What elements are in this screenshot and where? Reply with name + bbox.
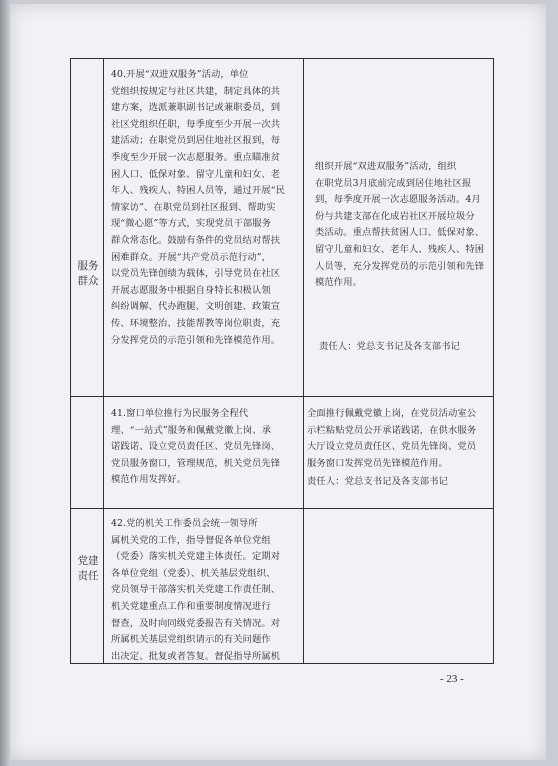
page-number: - 23 - bbox=[440, 673, 464, 685]
column-divider bbox=[103, 59, 104, 663]
row-divider bbox=[71, 508, 493, 509]
category-party-building: 党建责任 bbox=[77, 555, 99, 582]
row-40-measure: 组织开展“双进双服务”活动，组织 在职党员3月底前完成到居住地社区报 到，每季度开展一次志愿服务活动。4月 份与共建支部在化成岩社区开展垃圾分 类活动。重点帮扶贫困人口、低保对象、 留守儿童和妇女、老年人、残疾人、特困 人员等，充分发挥党员的示范引领和先锋 模范作用。 bbox=[315, 161, 485, 289]
row-divider bbox=[71, 396, 493, 397]
scan-edge-shadow bbox=[0, 0, 10, 766]
row-42-task: 42.党的机关工作委员会统一领导所 属机关党的工作，指导督促各单位党组 （党委）落实机关党建主体责任。定期对 各单位党组（党委）、机关基层党组织、 党员领导干部落实机关党建工作责任制、 机关党建重点工作和重要制度情况进行 督查，及时向同级党委报告有关情况。对 所属机关基层党组织请示的有关问题作 出决定、批复或者答复。督促指导所属机 bbox=[111, 518, 281, 662]
row-41-responsible: 责任人：党总支书记及各支部书记 bbox=[307, 476, 448, 487]
responsibility-table bbox=[70, 58, 494, 664]
column-divider bbox=[303, 59, 304, 663]
category-service: 服务群众 bbox=[77, 260, 99, 287]
row-40-responsible: 责任人：党总支书记及各支部书记 bbox=[319, 341, 460, 352]
row-40-task: 40.开展“双进双服务”活动，单位 党组织按规定与社区共建，制定具体的共 建方案，选派兼职副书记或兼职委员，到 社区党组织任职，每季度至少开展一次共 建活动；在职党员到居住地社区报到，每 季度至少开展一次志愿服务。重点瞄准贫 困人口、低保对象、留守儿童和妇女、老 年人、残疾人、特困人员等，通过开展“民 情家访”、在职党员到社区报到、帮助实 现“微心愿”等方式，实现党员干部服务 群众常态化。鼓励有条件的党员结对帮扶 困难群众。开展“共产党员示范行动”， 以党员先锋创绩为载体，引导党员在社区 开展志愿服务中根据自身特长积极认领 纠纷调解、代办跑腿、文明创建、政策宣 传、环境整治、技能帮教等岗位职责，充 分发挥党员的示范引领和先锋模范作用。 bbox=[111, 69, 285, 346]
row-41-measure: 全面推行佩戴党徽上岗，在党员活动室公 示栏粘贴党员公开承诺践诺，在供水服务 大厅设立党员责任区、党员先锋岗、党员 服务窗口发挥党员先锋模范作用。 bbox=[307, 408, 477, 469]
row-41-task: 41.窗口单位推行为民服务全程代 理、“一站式”服务和佩戴党徽上岗、承 诺践诺、设立党员责任区、党员先锋岗、 党员服务窗口，管理规范，机关党员先锋 模范作用发挥好。 bbox=[111, 408, 281, 486]
